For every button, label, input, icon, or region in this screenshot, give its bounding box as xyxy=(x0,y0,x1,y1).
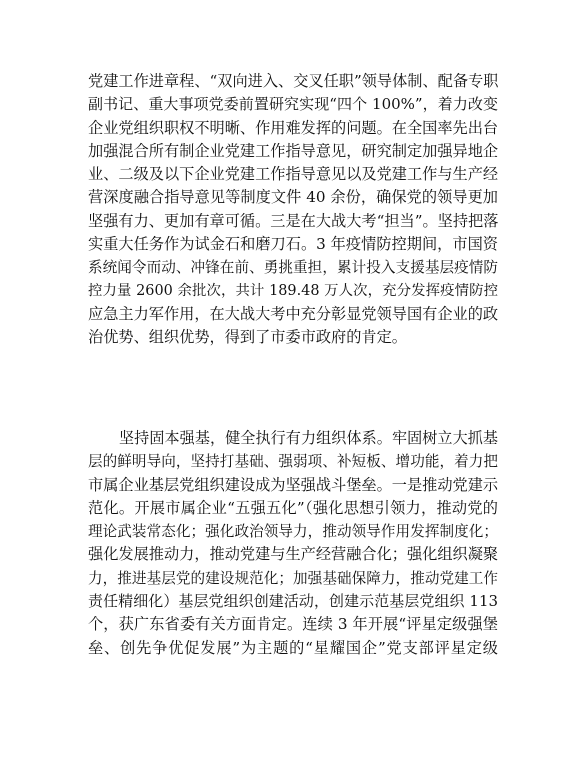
text-line: 垒、创先争优促发展”为主题的“星耀国企”党支部评星定级 xyxy=(88,638,498,657)
text-line: 个，获广东省委有关方面肯定。连续 3 年开展“评星定级强堡 xyxy=(88,615,498,634)
text-line: 业、二级及以下企业党建工作指导意见以及党建工作与生产经 xyxy=(88,165,499,184)
text-line: 应急主力军作用，在大战大考中充分彰显党领导国有企业的政 xyxy=(88,304,499,323)
text-line: 控力量 2600 余批次，共计 189.48 万人次，充分发挥疫情防控 xyxy=(88,282,498,299)
paragraph-2 xyxy=(88,427,498,660)
paragraph-1 xyxy=(88,70,498,350)
text-line: 治优势、组织优势，得到了市委市政府的肯定。 xyxy=(88,328,407,347)
text-line: 层的鲜明导向，坚持打基础、强弱项、补短板、增功能，着力把 xyxy=(88,453,498,471)
text-line: 坚持固本强基，健全执行有力组织体系。牢固树立大抓基 xyxy=(119,429,498,447)
text-line: 理论武装常态化；强化政治领导力，推动领导作用发挥制度化； xyxy=(88,523,498,541)
text-line: 坚强有力、更加有章可循。三是在大战大考“担当”。坚持把落 xyxy=(88,211,499,230)
text-line: 系统闻令而动、冲锋在前、勇挑重担，累计投入支援基层疫情防 xyxy=(88,259,498,277)
text-line: 企业党组织职权不明晰、作用难发挥的问题。在全国率先出台 xyxy=(88,118,499,137)
text-line: 范化。开展市属企业“五强五化”（强化思想引领力，推动党的 xyxy=(88,498,498,517)
text-line: 营深度融合指导意见等制度文件 40 余份，确保党的领导更加 xyxy=(88,188,498,207)
text-line: 实重大任务作为试金石和磨刀石。3 年疫情防控期间，市国资 xyxy=(88,235,498,254)
text-line: 加强混合所有制企业党建工作指导意见，研究制定加强异地企 xyxy=(88,141,499,160)
text-line: 市属企业基层党组织建设成为坚强战斗堡垒。一是推动党建示 xyxy=(88,475,499,494)
text-line: 党建工作进章程、“双向进入、交叉任职”领导体制、配备专职 xyxy=(88,72,499,90)
text-line: 强化发展推动力，推动党建与生产经营融合化；强化组织凝聚 xyxy=(88,545,499,564)
text-line: 副书记、重大事项党委前置研究实现“四个 100%”，着力改变 xyxy=(88,95,498,114)
text-line: 责任精细化）基层党组织创建活动，创建示范基层党组织 113 xyxy=(88,592,498,611)
text-line: 力，推进基层党的建设规范化；加强基础保障力，推动党建工作 xyxy=(88,569,498,587)
